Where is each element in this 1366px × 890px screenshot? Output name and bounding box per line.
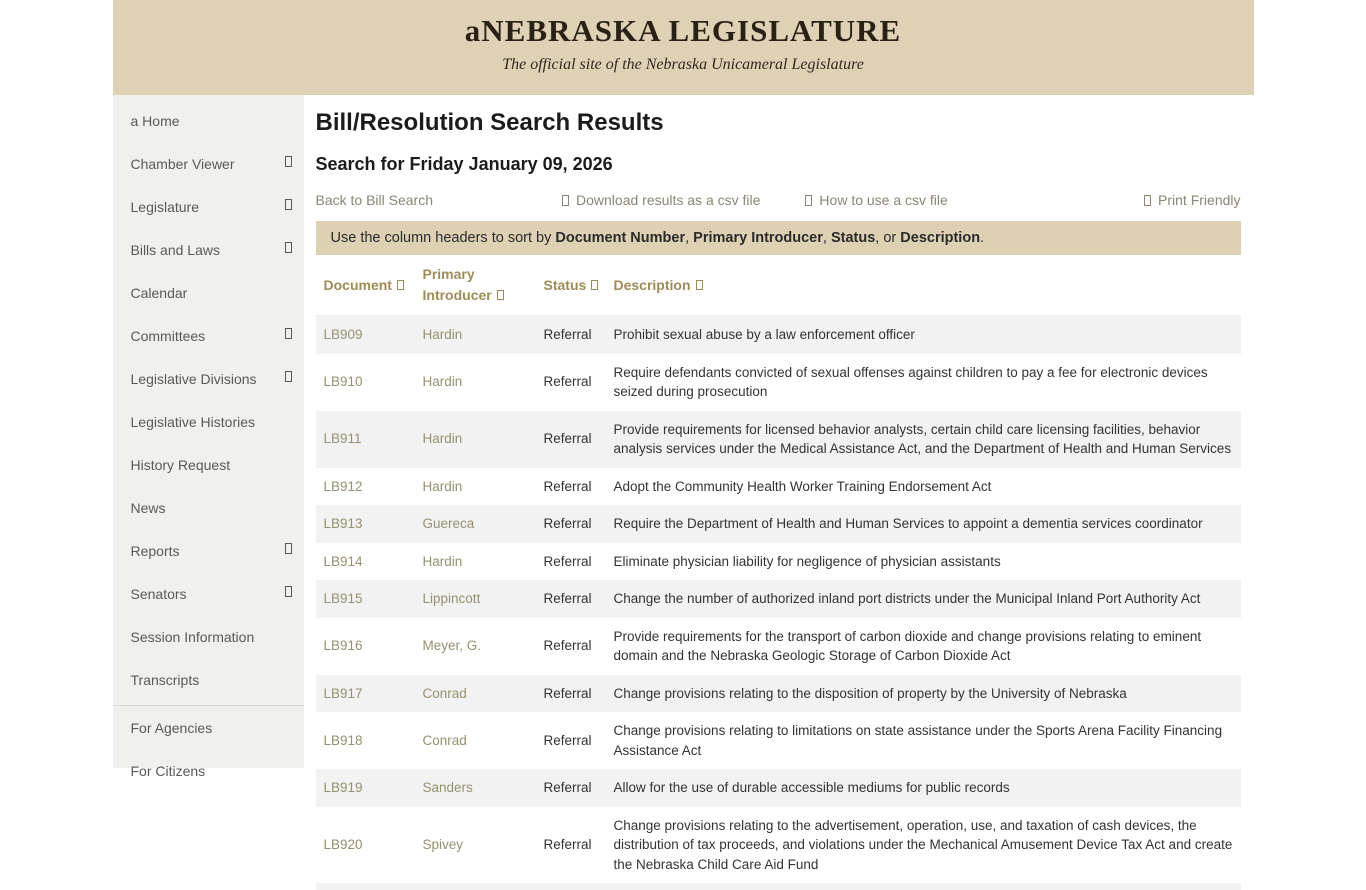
document-link[interactable]: LB920	[323, 837, 363, 852]
sidebar-item-label: Senators	[130, 586, 187, 602]
sort-hint-segment: Description	[900, 230, 981, 246]
status-value: Referral	[543, 516, 592, 531]
sidebar-item-news[interactable]	[113, 488, 304, 531]
table-row	[316, 411, 1241, 468]
submenu-indicator-icon	[285, 199, 292, 210]
sidebar-item-label: Transcripts	[130, 672, 200, 688]
sort-hint-segment: Status	[830, 230, 876, 246]
sort-hint-segment: Primary Introducer	[693, 230, 823, 246]
sidebar-item-label: For Agencies	[130, 720, 213, 736]
sidebar-main-group	[113, 101, 304, 703]
sidebar-item-label: Bills and Laws	[130, 242, 220, 258]
sidebar-item-session-information[interactable]	[113, 617, 304, 660]
sidebar-item-label: Calendar	[130, 285, 188, 301]
table-row	[316, 769, 1241, 807]
status-value: Referral	[543, 837, 592, 852]
sort-hint-segment: Document Number	[555, 230, 686, 246]
sidebar-nav	[113, 95, 304, 779]
document-link[interactable]: LB914	[323, 553, 363, 569]
sidebar-item-label: History Request	[130, 457, 231, 473]
main-content	[304, 95, 1254, 872]
column-header-description-label: Description	[613, 276, 691, 293]
status-value: Referral	[543, 327, 592, 342]
description-text: Change provisions relating to limitations on state assistance under the Sports Arena Facility Financing Assistance Act	[613, 723, 1223, 758]
submenu-indicator-icon	[285, 242, 292, 253]
sidebar-item-legislative-histories[interactable]	[113, 402, 304, 445]
status-value: Referral	[543, 732, 592, 748]
submenu-indicator-icon	[285, 328, 292, 339]
introducer-link[interactable]: Meyer, G.	[422, 638, 482, 654]
submenu-indicator-icon	[285, 543, 292, 554]
csv-help-link[interactable]	[805, 192, 947, 208]
description-text: Prohibit sexual abuse by a law enforcement officer	[613, 327, 915, 342]
sidebar-item-chamber-viewer[interactable]	[113, 144, 304, 187]
document-link[interactable]: LB911	[323, 431, 362, 447]
sidebar-item-label: For Citizens	[130, 763, 206, 779]
submenu-indicator-icon	[285, 586, 292, 597]
introducer-link[interactable]: Hardin	[422, 374, 463, 390]
csv-help-icon	[805, 195, 812, 206]
description-text: Change provisions relating to the disposition of property by the University of Nebraska	[613, 685, 1127, 701]
document-link[interactable]: LB916	[323, 638, 363, 654]
sidebar-item-label: Chamber Viewer	[130, 156, 235, 172]
sort-hint-segment: ,	[822, 230, 831, 246]
sidebar-secondary-group	[113, 708, 304, 794]
table-row	[316, 807, 1241, 884]
sidebar-item-label: a Home	[130, 113, 180, 129]
document-link[interactable]: LB912	[323, 478, 363, 494]
table-body	[316, 316, 1241, 883]
sidebar-item-reports[interactable]	[113, 531, 304, 574]
table-header-row	[316, 255, 1241, 316]
site-banner	[113, 0, 1254, 95]
status-value: Referral	[543, 431, 592, 447]
submenu-indicator-icon	[285, 371, 292, 382]
page	[113, 0, 1254, 872]
back-link-label: Back to Bill Search	[315, 192, 433, 208]
table-row	[316, 354, 1241, 411]
sidebar-item-bills-and-laws[interactable]	[113, 230, 304, 273]
site-tagline: The official site of the Nebraska Unicameral Legislature	[502, 56, 864, 73]
sidebar-item-for-citizens[interactable]	[113, 751, 304, 794]
sidebar-item-legislature[interactable]	[113, 187, 304, 230]
column-header-document[interactable]	[324, 275, 423, 296]
column-header-status-label: Status	[543, 276, 587, 293]
back-to-bill-search-link[interactable]	[316, 192, 434, 208]
introducer-link[interactable]: Hardin	[422, 478, 463, 494]
document-link[interactable]: LB915	[323, 591, 363, 606]
introducer-link[interactable]: Lippincott	[422, 591, 481, 606]
document-link[interactable]: LB910	[323, 374, 363, 390]
document-link[interactable]: LB909	[323, 327, 363, 342]
print-link-label: Print Friendly	[1158, 192, 1241, 208]
description-text: Adopt the Community Health Worker Training Endorsement Act	[613, 478, 992, 494]
sort-icon	[696, 280, 703, 290]
column-header-description[interactable]	[614, 275, 1233, 296]
print-friendly-link[interactable]	[1144, 192, 1240, 208]
introducer-link[interactable]: Spivey	[422, 837, 464, 852]
site-title: aNEBRASKA LEGISLATURE	[464, 13, 902, 48]
sidebar-item-label: Legislature	[130, 199, 199, 215]
partial-next-row	[316, 883, 1241, 890]
results-toolbar	[316, 192, 1241, 208]
description-text: Change provisions relating to the advertisement, operation, use, and taxation of cash devices, the distribution of tax proceeds, and violations under the Mechanical Amusement Device Tax Act and create the Nebraska Child Care Aid Fund	[613, 817, 1233, 872]
description-text: Allow for the use of durable accessible mediums for public records	[613, 780, 1010, 795]
results-table	[316, 255, 1241, 890]
print-icon	[1144, 195, 1151, 206]
description-text: Eliminate physician liability for negligence of physician assistants	[613, 553, 1001, 569]
search-subtitle: Search for Friday January 09, 2026	[315, 154, 613, 174]
introducer-link[interactable]: Guereca	[422, 516, 475, 531]
status-value: Referral	[543, 780, 592, 795]
sidebar-item-label: Session Information	[130, 629, 255, 645]
sort-hint-segment: ,	[685, 230, 694, 246]
introducer-link[interactable]: Hardin	[422, 327, 463, 342]
sidebar-item-transcripts[interactable]	[113, 660, 304, 703]
table-row	[316, 468, 1241, 506]
table-row	[316, 505, 1241, 543]
sidebar-item-label: Legislative Divisions	[130, 371, 257, 387]
layout	[113, 95, 1254, 872]
column-header-primary-introducer-label: Primary Introducer	[422, 266, 492, 303]
document-link[interactable]: LB913	[323, 516, 363, 531]
description-text: Require the Department of Health and Human Services to appoint a dementia services coordinator	[613, 516, 1203, 531]
table-row	[316, 712, 1241, 769]
table-row	[316, 543, 1241, 581]
csv-download-icon	[562, 195, 569, 206]
sort-hint-segment: .	[980, 230, 985, 246]
table-row	[316, 675, 1241, 713]
sidebar-item-label: Reports	[130, 543, 180, 559]
introducer-link[interactable]: Conrad	[422, 732, 467, 748]
description-text: Change the number of authorized inland port districts under the Municipal Inland Port Authority Act	[613, 591, 1201, 606]
column-header-primary-introducer[interactable]	[423, 264, 544, 306]
sidebar-item-label: Legislative Histories	[130, 414, 255, 430]
sidebar-item-calendar[interactable]	[113, 273, 304, 316]
sidebar-item-label: Committees	[130, 328, 206, 344]
download-link-label: Download results as a csv file	[576, 192, 761, 208]
description-text: Require defendants convicted of sexual offenses against children to pay a fee for electronic devices seized during prosecution	[613, 364, 1208, 399]
description-text: Provide requirements for licensed behavior analysts, certain child care licensing facilities, behavior analysis services under the Medical Assistance Act, and the Department of Health and Human Services	[613, 421, 1232, 456]
status-value: Referral	[543, 374, 592, 390]
table-row	[316, 316, 1241, 354]
status-value: Referral	[543, 478, 592, 494]
sort-icon	[497, 290, 504, 300]
column-header-status[interactable]	[544, 275, 614, 296]
page-title: Bill/Resolution Search Results	[315, 109, 664, 136]
table-row	[316, 618, 1241, 675]
introducer-link[interactable]: Hardin	[422, 431, 463, 447]
sidebar-item-senators[interactable]	[113, 574, 304, 617]
sidebar-item-label: News	[130, 500, 166, 516]
howto-link-label: How to use a csv file	[819, 192, 948, 208]
sidebar-item-for-agencies[interactable]	[113, 708, 304, 751]
sort-icon	[397, 280, 404, 290]
sort-icon	[591, 280, 598, 290]
sidebar-item-history-request[interactable]	[113, 445, 304, 488]
status-value: Referral	[543, 591, 592, 606]
document-link[interactable]: LB919	[323, 780, 363, 795]
submenu-indicator-icon	[285, 156, 292, 167]
introducer-link[interactable]: Sanders	[422, 780, 473, 795]
sidebar-divider	[113, 705, 304, 706]
sort-hint-segment: Use the column headers to sort by	[330, 230, 556, 246]
sidebar-item-committees[interactable]	[113, 316, 304, 359]
sidebar-item-legislative-divisions[interactable]	[113, 359, 304, 402]
introducer-link[interactable]: Conrad	[422, 685, 467, 701]
status-value: Referral	[543, 685, 592, 701]
download-csv-link[interactable]	[562, 192, 760, 208]
introducer-link[interactable]: Hardin	[422, 553, 463, 569]
description-text: Provide requirements for the transport of carbon dioxide and change provisions relating to eminent domain and the Nebraska Geologic Storage of Carbon Dioxide Act	[613, 628, 1202, 663]
status-value: Referral	[543, 638, 592, 654]
sidebar-item-a-home[interactable]	[113, 101, 304, 144]
document-link[interactable]: LB918	[323, 732, 363, 748]
status-value: Referral	[543, 553, 592, 569]
sort-instructions	[316, 221, 1241, 255]
table-row	[316, 580, 1241, 618]
document-link[interactable]: LB917	[323, 685, 363, 701]
sort-hint-segment: , or	[875, 230, 901, 246]
column-header-document-label: Document	[323, 276, 392, 293]
